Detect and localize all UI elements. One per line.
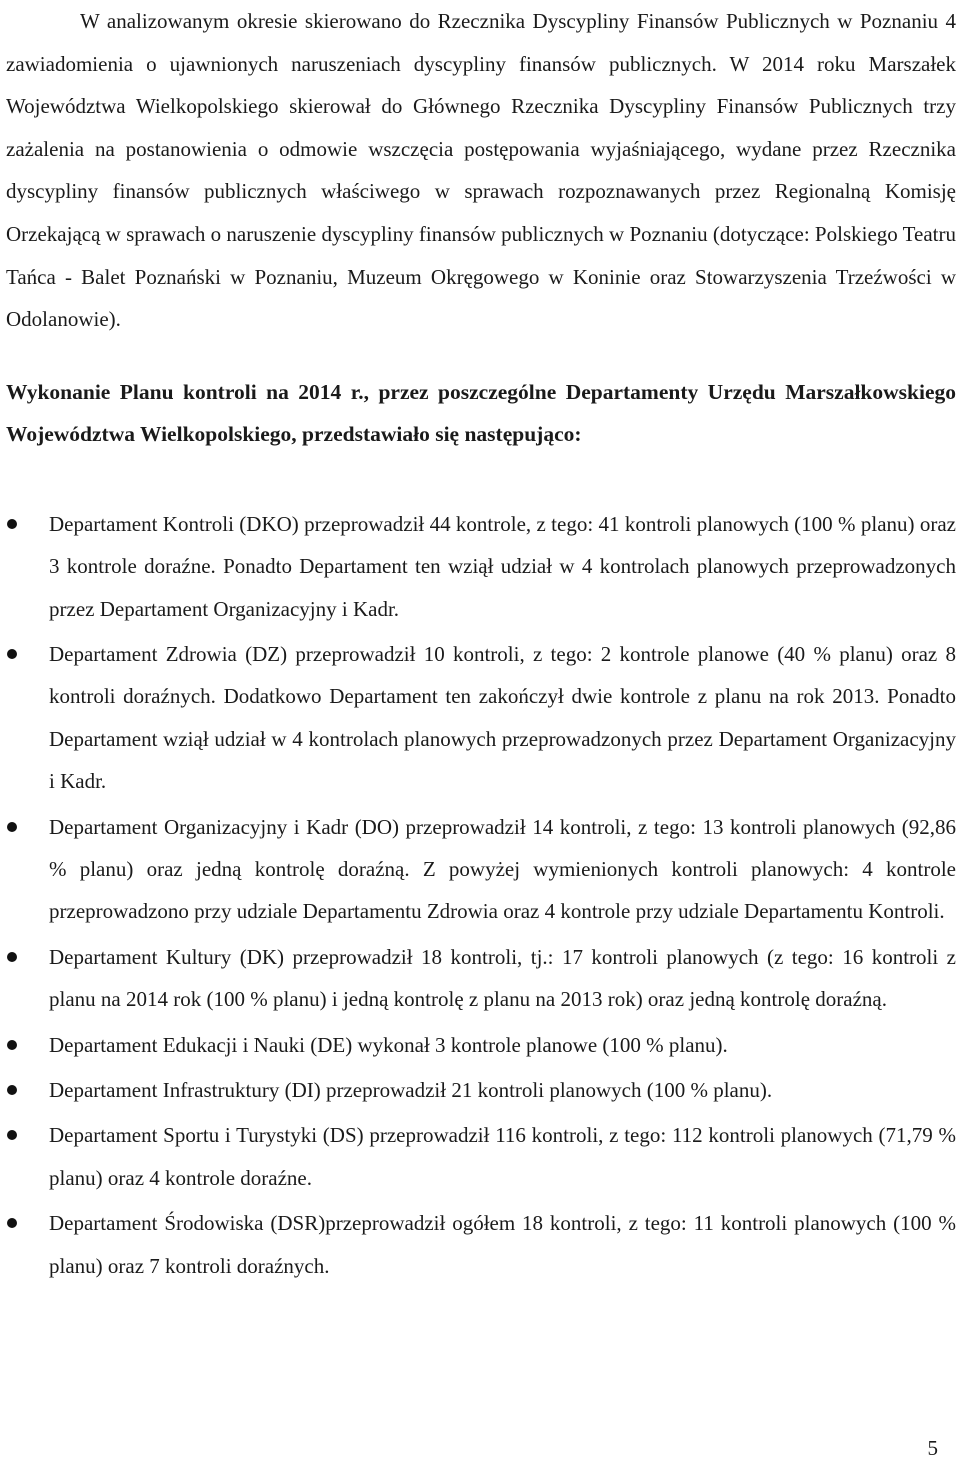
bullet-icon [7, 519, 17, 529]
document-page [6, 0, 956, 1290]
list-item-text: Departament Kontroli (DKO) przeprowadził 44 kontrole, z tego: 41 kontroli planowych (100 % planu) oraz 3 kontrole doraźne. Ponadto Departament ten wziął udział w 4 kontrolach planowych przeprowadzonych przez Departament Organizacyjny i Kadr. [49, 511, 956, 621]
intro-paragraph-text: W analizowanym okresie skierowano do Rzecznika Dyscypliny Finansów Publicznych w Poznaniu 4 zawiadomienia o ujawnionych naruszeniach dyscypliny finansów publicznych. W 2014 roku Marszałek Województwa Wielkopolskiego skierował do Głównego Rzecznika Dyscypliny Finansów Publicznych trzy zażalenia na postanowienia o odmowie wszczęcia postępowania wyjaśniającego, wydane przez Rzecznika dyscypliny finansów publicznych właściwego w sprawach rozpoznawanych przez Regionalną Komisję Orzekającą w sprawach o naruszenie dyscypliny finansów publicznych w Poznaniu (dotyczące: Polskiego Teatru Tańca - Balet Poznański w Poznaniu, Muzeum Okręgowego w Koninie oraz Stowarzyszenia Trzeźwości w Odolanowie). [6, 9, 956, 332]
list-item [6, 936, 956, 1021]
bullet-icon [7, 952, 17, 962]
bullet-icon [7, 1085, 17, 1095]
list-item [6, 1069, 956, 1111]
list-item-text: Departament Sportu i Turystyki (DS) przeprowadził 116 kontroli, z tego: 112 kontroli planowych (71,79 % planu) oraz 4 kontrole doraźne. [49, 1123, 956, 1190]
department-list [6, 503, 956, 1287]
bullet-icon [7, 1130, 17, 1140]
list-item [6, 503, 956, 630]
list-item-text: Departament Kultury (DK) przeprowadził 18 kontroli, tj.: 17 kontroli planowych (z tego: 16 kontroli z planu na 2014 rok (100 % planu) i jedną kontrolę z planu na 2013 rok) oraz jedną kontrolę doraźną. [49, 944, 956, 1012]
bullet-icon [7, 822, 17, 832]
list-item-text: Departament Środowiska (DSR)przeprowadził ogółem 18 kontroli, z tego: 11 kontroli planowych (100 % planu) oraz 7 kontroli doraźnych. [49, 1211, 956, 1278]
list-item [6, 633, 956, 803]
list-item [6, 1202, 956, 1287]
list-item [6, 1024, 956, 1066]
list-item [6, 1114, 956, 1199]
bullet-icon [7, 649, 17, 659]
page-number: 5 [927, 1436, 938, 1460]
bullet-icon [7, 1218, 17, 1228]
list-item-text: Departament Zdrowia (DZ) przeprowadził 10 kontroli, z tego: 2 kontrole planowe (40 % planu) oraz 8 kontroli doraźnych. Dodatkowo Departament ten zakończył dwie kontrole z planu na rok 2013. Ponadto Departament wziął udział w 4 kontrolach planowych przeprowadzonych przez Departament Organizacyjny i Kadr. [49, 641, 956, 794]
list-item-text: Departament Organizacyjny i Kadr (DO) przeprowadził 14 kontroli, z tego: 13 kontroli planowych (92,86 % planu) oraz jedną kontrolę doraźną. Z powyżej wymienionych kontroli planowych: 4 kontrole przeprowadzono przy udziale Departamentu Zdrowia oraz 4 kontrole przy udziale Departamentu Kontroli. [49, 814, 956, 924]
list-item [6, 806, 956, 933]
bullet-icon [7, 1040, 17, 1050]
section-heading: Wykonanie Planu kontroli na 2014 r., przez poszczególne Departamenty Urzędu Marszałkowskiego Województwa Wielkopolskiego, przedstawiało się następująco: [6, 379, 956, 446]
list-item-text: Departament Infrastruktury (DI) przeprowadził 21 kontroli planowych (100 % planu). [49, 1078, 773, 1103]
intro-paragraph [6, 0, 956, 341]
list-item-text: Departament Edukacji i Nauki (DE) wykonał 3 kontrole planowe (100 % planu). [49, 1032, 728, 1057]
